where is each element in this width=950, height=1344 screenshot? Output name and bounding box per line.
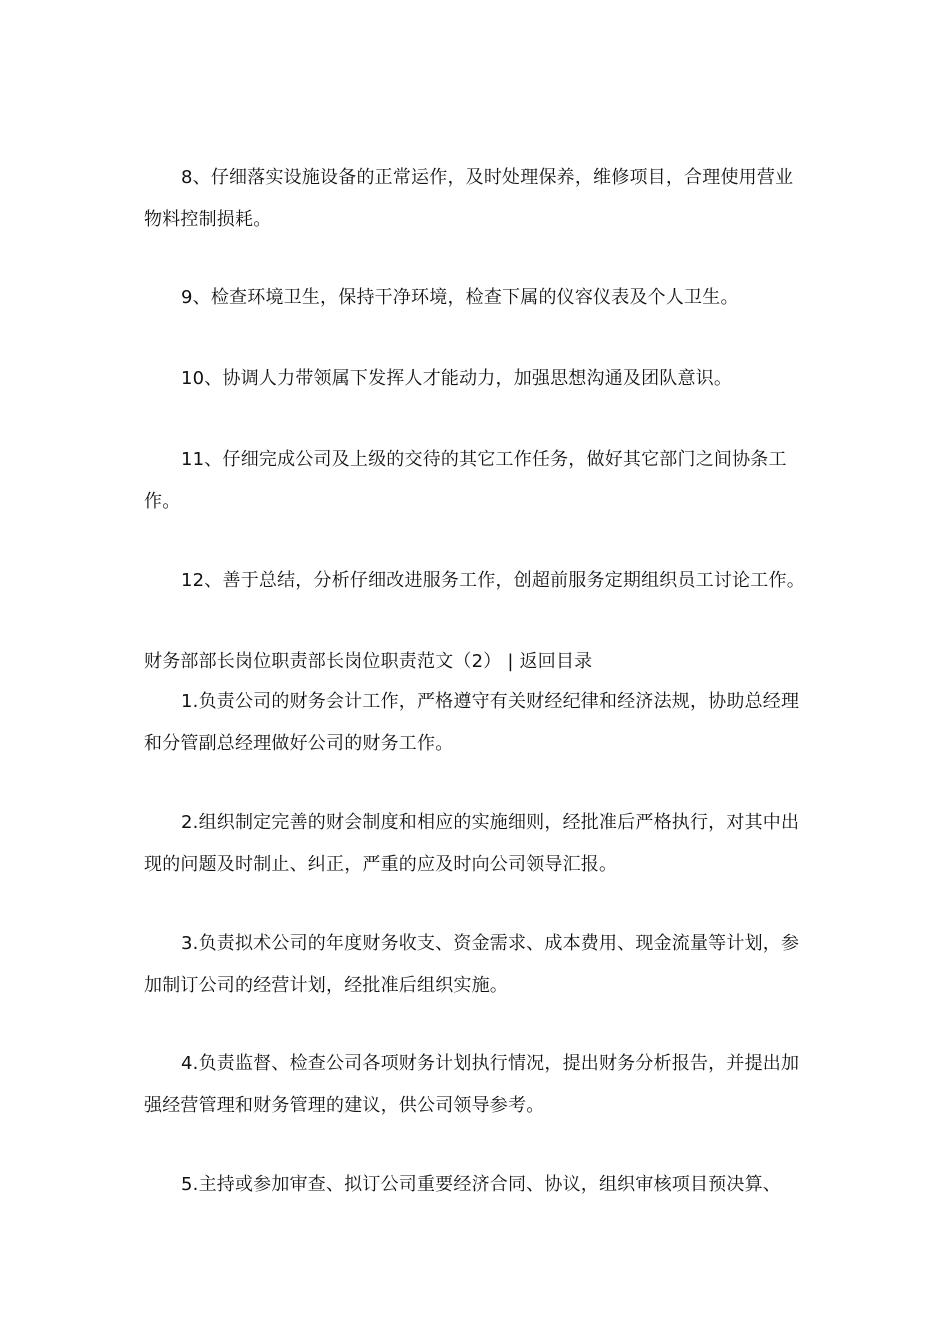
paragraph-item-12: 12、善于总结，分析仔细改进服务工作，创超前服务定期组织员工讨论工作。 — [181, 570, 805, 591]
paragraph-item-10: 10、协调人力带领属下发挥人才能动力，加强思想沟通及团队意识。 — [181, 368, 733, 389]
paragraph-item-9: 9、检查环境卫生，保持干净环境，检查下属的仪容仪表及个人卫生。 — [181, 287, 739, 308]
paragraph-item-11: 11、仔细完成公司及上级的交待的其它工作任务，做好其它部门之间协条工作。 — [144, 449, 787, 512]
paragraph-finance-4: 4.负责监督、检查公司各项财务计划执行情况，提出财务分析报告，并提出加强经营管理和财务管理的建议，供公司领导参考。 — [144, 1053, 800, 1116]
paragraph-finance-2: 2.组织制定完善的财会制度和相应的实施细则，经批准后严格执行，对其中出现的问题及时制止、纠正，严重的应及时向公司领导汇报。 — [144, 812, 800, 875]
paragraph-finance-5: 5.主持或参加审查、拟订公司重要经济合同、协议，组织审核项目预决算、 — [181, 1174, 781, 1195]
paragraph-finance-1: 1.负责公司的财务会计工作，严格遵守有关财经纪律和经济法规，协助总经理和分管副总经理做好公司的财务工作。 — [144, 691, 800, 754]
paragraph-item-8: 8、仔细落实设施设备的正常运作，及时处理保养，维修项目，合理使用营业物料控制损耗。 — [144, 167, 794, 230]
paragraph-finance-3: 3.负责拟术公司的年度财务收支、资金需求、成本费用、现金流量等计划，参加制订公司的经营计划，经批准后组织实施。 — [144, 933, 800, 996]
section-heading — [144, 648, 808, 676]
back-to-toc-link[interactable]: | 返回目录 — [507, 651, 593, 672]
section-heading-text: 财务部部长岗位职责部长岗位职责范文（2） — [144, 651, 502, 672]
